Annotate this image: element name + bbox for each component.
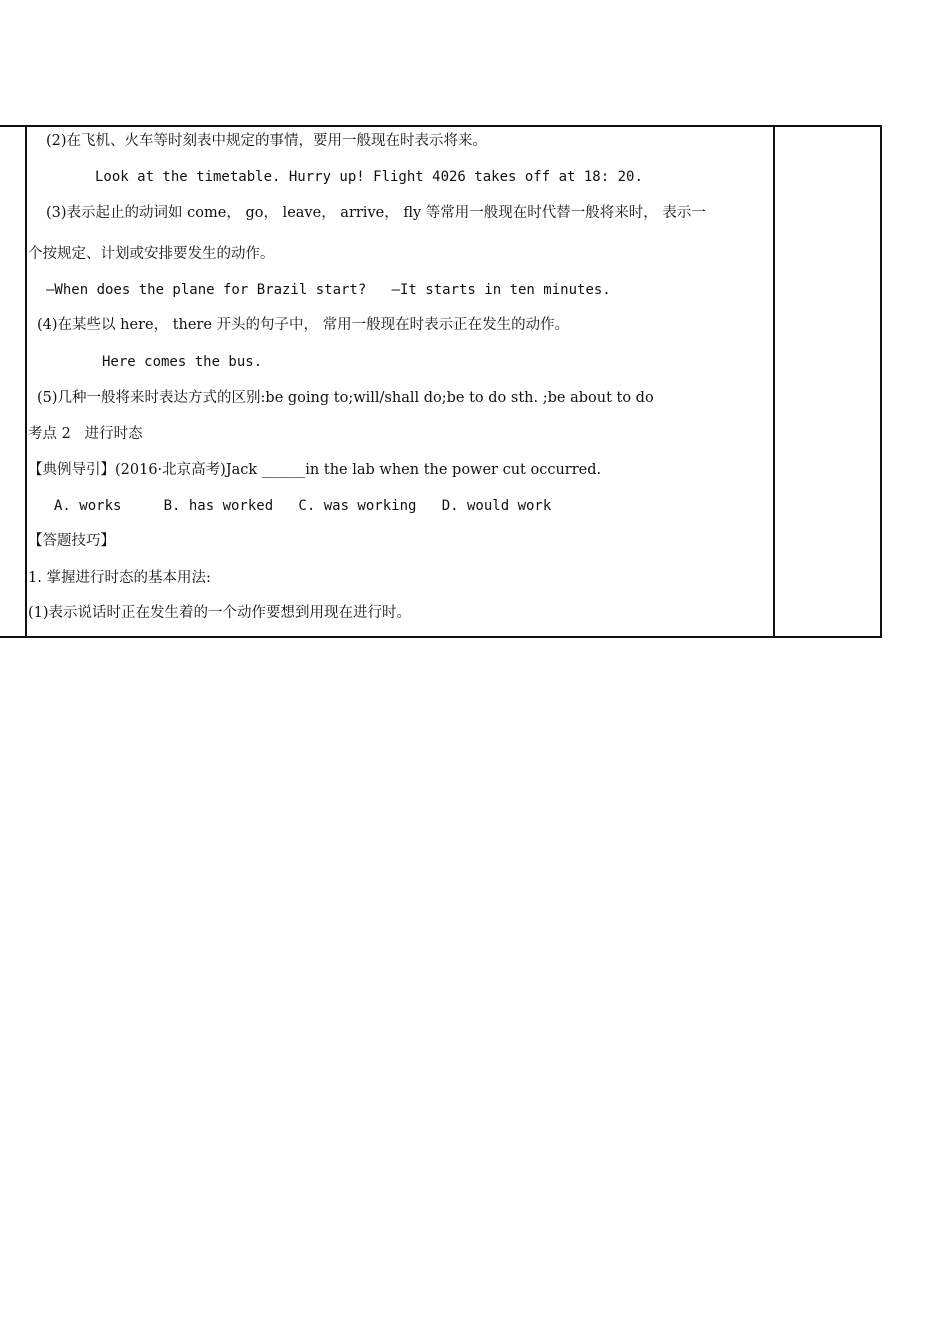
tip-1-sub-1: (1)表示说话时正在发生着的一个动作要想到用现在进行时。 (28, 605, 412, 621)
example-plane: —When does the plane for Brazil start? —It starts in ten minutes. (46, 282, 611, 298)
example-question: 【典例导引】(2016·北京高考)Jack ______in the lab when the power cut occurred. (28, 462, 602, 478)
rule-4-text: (4)在某些以 here， there 开头的句子中， 常用一般现在时表示正在发生的动作。 (37, 317, 570, 333)
answer-options: A. works B. has worked C. was working D. would work (54, 498, 552, 514)
rule-3-text: (3)表示起止的动词如 come， go， leave， arrive， fly 等常用一般现在时代替一般将来时， 表示一 (46, 205, 706, 221)
example-timetable: Look at the timetable. Hurry up! Flight 4026 takes off at 18: 20. (95, 169, 643, 185)
section-heading: 考点 2 进行时态 (28, 426, 143, 442)
rule-3-continued: 个按规定、计划或安排要发生的动作。 (28, 246, 275, 262)
table-right-divider (773, 125, 775, 638)
tips-heading: 【答题技巧】 (28, 533, 115, 549)
content-table (0, 125, 882, 638)
table-left-divider (25, 125, 27, 638)
example-bus: Here comes the bus. (102, 354, 263, 370)
rule-5-text: (5)几种一般将来时表达方式的区别:be going to;will/shall do;be to do sth. ;be about to do (37, 390, 654, 406)
tip-1: 1. 掌握进行时态的基本用法: (28, 570, 211, 586)
rule-2-text: (2)在飞机、火车等时刻表中规定的事情，要用一般现在时表示将来。 (46, 133, 488, 149)
